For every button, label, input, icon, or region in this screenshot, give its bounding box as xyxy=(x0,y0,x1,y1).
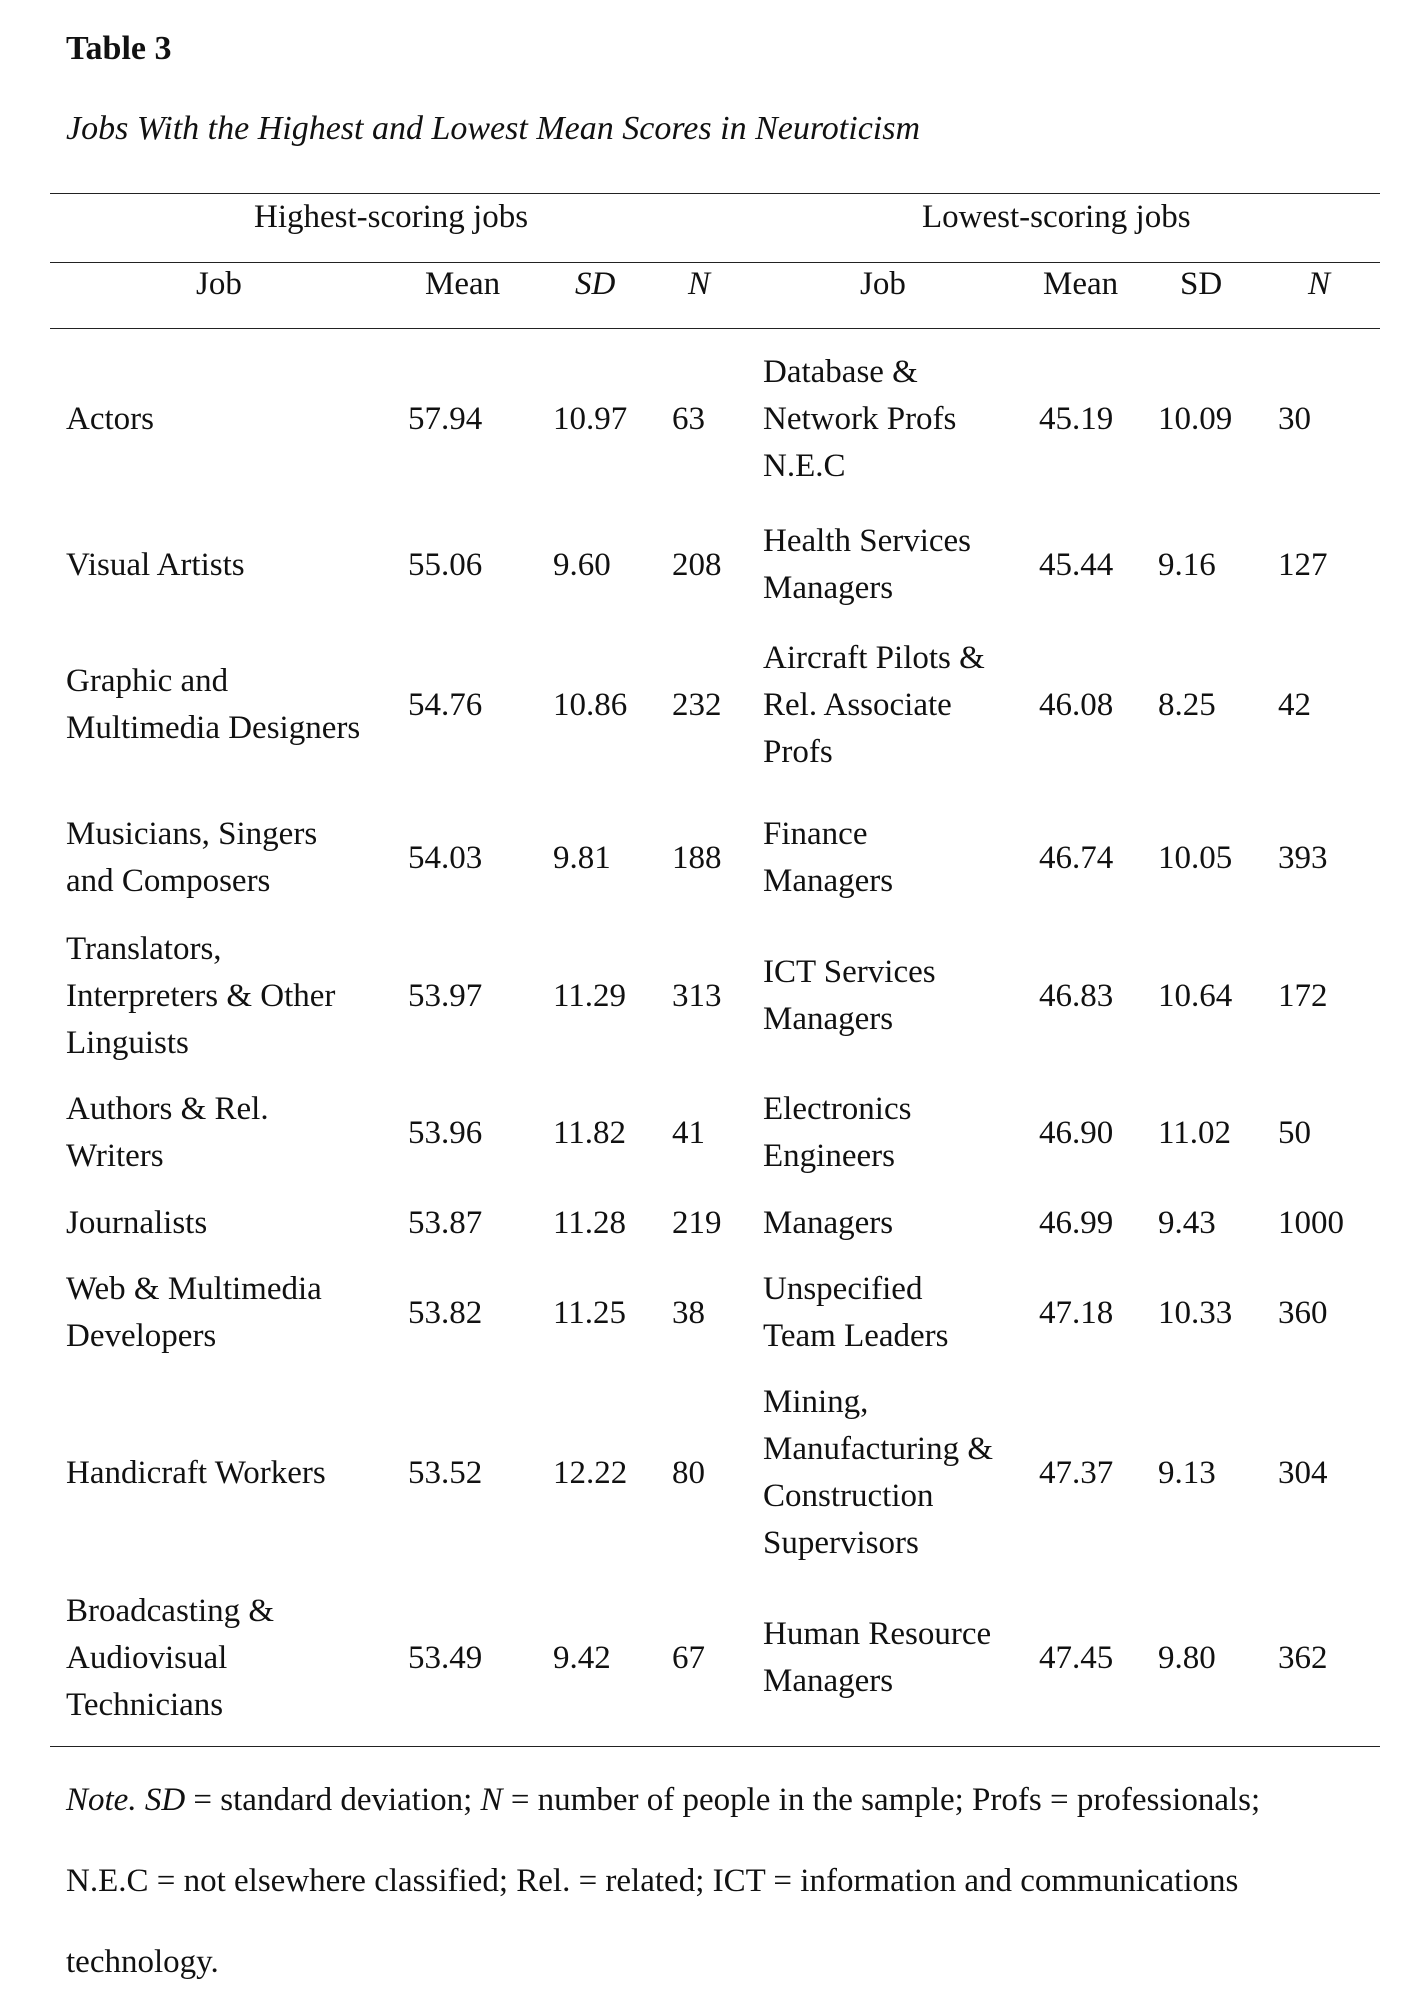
col-header-n-right: N xyxy=(1308,266,1331,302)
job-name-right: ICT Services xyxy=(763,954,936,990)
note-text: SD xyxy=(144,1782,186,1818)
mean-value-left: 55.06 xyxy=(408,546,483,583)
sd-value-right: 9.13 xyxy=(1158,1454,1216,1491)
job-name-right: Electronics xyxy=(763,1091,912,1127)
note-text: = standard deviation; xyxy=(185,1782,481,1818)
group-header-highest: Highest-scoring jobs xyxy=(254,199,529,235)
job-name-left: Actors xyxy=(66,400,154,437)
mean-value-left: 53.96 xyxy=(408,1114,483,1151)
table-label: Table 3 xyxy=(66,30,172,67)
sd-value-right: 9.43 xyxy=(1158,1204,1216,1241)
n-value-left: 41 xyxy=(672,1114,705,1151)
job-name-left: Translators, xyxy=(66,930,222,967)
sd-value-right: 10.09 xyxy=(1158,400,1233,437)
job-name-left: Technicians xyxy=(66,1686,224,1723)
col-header-n-left: N xyxy=(688,266,711,302)
job-name-left: Authors & Rel. xyxy=(66,1091,269,1127)
job-name-left: and Composers xyxy=(66,863,271,899)
sd-value-left: 11.29 xyxy=(553,977,627,1014)
n-value-right: 1000 xyxy=(1278,1204,1344,1241)
mean-value-left: 53.87 xyxy=(408,1204,483,1241)
sd-value-left: 10.97 xyxy=(553,400,628,437)
note-text: N xyxy=(480,1782,503,1818)
mean-value-right: 46.83 xyxy=(1039,977,1114,1014)
note-text: = number of people in the sample; Profs = professionals; xyxy=(502,1782,1261,1818)
job-name-right: Supervisors xyxy=(763,1525,919,1561)
sd-value-left: 11.25 xyxy=(553,1294,627,1331)
n-value-right: 50 xyxy=(1278,1114,1311,1151)
sd-value-right: 11.02 xyxy=(1158,1114,1232,1151)
note-text: technology. xyxy=(66,1944,219,1980)
job-name-right: Profs xyxy=(763,733,833,770)
sd-value-left: 9.42 xyxy=(553,1639,611,1676)
job-name-right: Managers xyxy=(763,570,894,606)
mean-value-left: 53.97 xyxy=(408,977,483,1014)
job-name-left: Multimedia Designers xyxy=(66,710,361,746)
sd-value-left: 11.28 xyxy=(553,1204,627,1241)
mean-value-left: 53.52 xyxy=(408,1454,483,1491)
job-name-left: Writers xyxy=(66,1138,164,1174)
job-name-right: N.E.C xyxy=(763,447,846,484)
sd-value-left: 11.82 xyxy=(553,1114,627,1151)
mean-value-left: 53.49 xyxy=(408,1639,483,1676)
job-name-right: Managers xyxy=(763,1204,894,1241)
col-header-sd-left: SD xyxy=(575,266,616,302)
note-label: Note. xyxy=(66,1782,145,1818)
n-value-right: 304 xyxy=(1278,1454,1328,1491)
job-name-right: Aircraft Pilots & xyxy=(763,639,985,676)
job-name-right: Mining, xyxy=(763,1384,869,1420)
job-name-right: Construction xyxy=(763,1478,934,1514)
col-header-mean-right: Mean xyxy=(1043,266,1119,302)
job-name-left: Graphic and xyxy=(66,663,229,699)
job-name-right: Team Leaders xyxy=(763,1318,949,1354)
mean-value-right: 45.44 xyxy=(1039,546,1114,583)
job-name-left: Journalists xyxy=(66,1204,208,1241)
mean-value-left: 54.76 xyxy=(408,686,483,723)
bottom-rule xyxy=(50,1746,1380,1747)
sd-value-right: 9.16 xyxy=(1158,546,1216,583)
n-value-right: 360 xyxy=(1278,1294,1328,1331)
n-value-right: 127 xyxy=(1278,546,1328,583)
n-value-left: 63 xyxy=(672,400,705,437)
mean-value-left: 53.82 xyxy=(408,1294,483,1331)
n-value-right: 393 xyxy=(1278,839,1328,876)
mean-value-right: 46.74 xyxy=(1039,839,1114,876)
mean-value-right: 46.99 xyxy=(1039,1204,1114,1241)
job-name-left: Broadcasting & xyxy=(66,1592,275,1629)
job-name-right: Unspecified xyxy=(763,1271,923,1307)
n-value-left: 67 xyxy=(672,1639,705,1676)
n-value-left: 232 xyxy=(672,686,722,723)
job-name-right: Managers xyxy=(763,1001,894,1037)
note-line xyxy=(66,1858,1238,1905)
sd-value-right: 9.80 xyxy=(1158,1639,1216,1676)
column-header-rule xyxy=(50,328,1380,329)
n-value-left: 188 xyxy=(672,839,722,876)
job-name-left: Web & Multimedia xyxy=(66,1271,322,1307)
n-value-left: 80 xyxy=(672,1454,705,1491)
job-name-right: Managers xyxy=(763,1663,894,1699)
job-name-left: Developers xyxy=(66,1318,217,1354)
job-name-left: Linguists xyxy=(66,1024,189,1061)
n-value-left: 313 xyxy=(672,977,722,1014)
n-value-left: 219 xyxy=(672,1204,722,1241)
sd-value-right: 10.64 xyxy=(1158,977,1233,1014)
job-name-right: Managers xyxy=(763,863,894,899)
mean-value-left: 54.03 xyxy=(408,839,483,876)
note-line xyxy=(66,1777,1260,1824)
job-name-left: Audiovisual xyxy=(66,1639,228,1676)
col-header-mean-left: Mean xyxy=(425,266,501,302)
n-value-right: 30 xyxy=(1278,400,1311,437)
col-header-sd-right: SD xyxy=(1180,266,1223,302)
n-value-left: 208 xyxy=(672,546,722,583)
job-name-right: Health Services xyxy=(763,523,972,559)
mean-value-right: 46.08 xyxy=(1039,686,1114,723)
col-header-job-right: Job xyxy=(860,266,906,302)
job-name-right: Engineers xyxy=(763,1138,895,1174)
job-name-left: Handicraft Workers xyxy=(66,1454,326,1491)
job-name-right: Human Resource xyxy=(763,1616,992,1652)
job-name-left: Visual Artists xyxy=(66,546,245,583)
n-value-right: 172 xyxy=(1278,977,1328,1014)
n-value-right: 42 xyxy=(1278,686,1311,723)
job-name-left: Interpreters & Other xyxy=(66,977,336,1014)
sd-value-left: 9.60 xyxy=(553,546,611,583)
sd-value-right: 10.05 xyxy=(1158,839,1233,876)
job-name-right: Finance xyxy=(763,816,868,852)
mean-value-left: 57.94 xyxy=(408,400,483,437)
group-header-lowest: Lowest-scoring jobs xyxy=(922,199,1191,235)
sd-value-left: 9.81 xyxy=(553,839,611,876)
job-name-right: Rel. Associate xyxy=(763,686,952,723)
job-name-right: Manufacturing & xyxy=(763,1431,994,1467)
col-header-job-left: Job xyxy=(196,266,242,302)
mean-value-right: 47.37 xyxy=(1039,1454,1114,1491)
sd-value-right: 8.25 xyxy=(1158,686,1216,723)
sd-value-left: 12.22 xyxy=(553,1454,628,1491)
mean-value-right: 47.18 xyxy=(1039,1294,1114,1331)
mean-value-right: 45.19 xyxy=(1039,400,1114,437)
mean-value-right: 47.45 xyxy=(1039,1639,1114,1676)
note-text: N.E.C = not elsewhere classified; Rel. = related; ICT = information and communications xyxy=(66,1863,1239,1899)
sd-value-left: 10.86 xyxy=(553,686,628,723)
job-name-left: Musicians, Singers xyxy=(66,816,318,852)
sd-value-right: 10.33 xyxy=(1158,1294,1233,1331)
n-value-right: 362 xyxy=(1278,1639,1328,1676)
table-title: Jobs With the Highest and Lowest Mean Scores in Neuroticism xyxy=(66,110,921,147)
mean-value-right: 46.90 xyxy=(1039,1114,1114,1151)
note-line xyxy=(66,1939,219,1986)
job-name-right: Network Profs xyxy=(763,400,957,437)
n-value-left: 38 xyxy=(672,1294,705,1331)
job-name-right: Database & xyxy=(763,353,918,390)
